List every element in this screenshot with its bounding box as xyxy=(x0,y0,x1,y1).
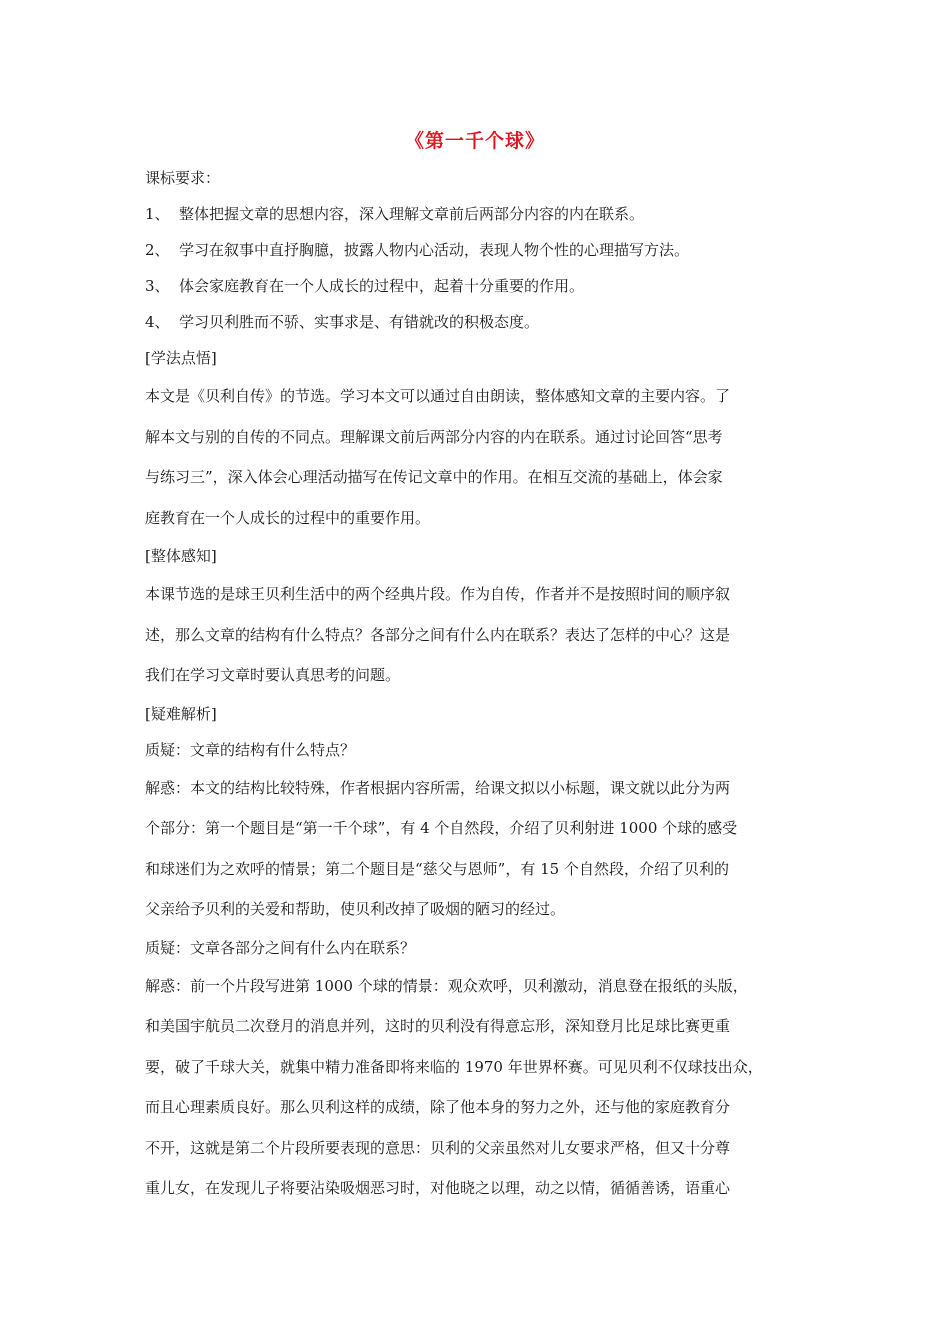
answer-line: 父亲给予贝利的关爱和帮助，使贝利改掉了吸烟的陋习的经过。 xyxy=(145,900,566,918)
answer-line: 要，破了千球大关，就集中精力准备即将来临的 1970 年世界杯赛。可见贝利不仅球技出众， xyxy=(145,1057,763,1076)
question-2: 质疑：文章各部分之间有什么内在联系？ xyxy=(145,938,416,957)
paragraph-line: 解本文与别的自传的不同点。理解课文前后两部分内容的内在联系。通过讨论回答“思考 xyxy=(145,427,723,446)
answer-line: 重儿女，在发现儿子将要沾染吸烟恶习时，对他晓之以理，动之以情，循循善诱，语重心 xyxy=(145,1179,731,1197)
requirement-number: 3、 xyxy=(145,277,170,295)
paragraph-line: 本文是《贝利自传》的节选。学习本文可以通过自由朗读，整体感知文章的主要内容。了 xyxy=(145,387,731,405)
question-1: 质疑：文章的结构有什么特点？ xyxy=(145,740,356,759)
answer-line: 和球迷们为之欢呼的情景；第二个题目是“慈父与恩师”，有 15 个自然段，介绍了贝利的 xyxy=(145,859,729,878)
paragraph-line: 本课节选的是球王贝利生活中的两个经典片段。作为自传，作者并不是按照时间的顺序叙 xyxy=(145,585,731,603)
requirement-item xyxy=(145,268,805,304)
section-heading-study: [学法点悟] xyxy=(145,349,217,367)
paragraph-line: 述，那么文章的结构有什么特点？各部分之间有什么内在联系？表达了怎样的中心？这是 xyxy=(145,625,731,644)
requirement-item xyxy=(145,232,805,268)
answer-line: 个部分：第一个题目是“第一千个球”，有 4 个自然段，介绍了贝利射进 1000 个球的感受 xyxy=(145,819,738,837)
document-title: 《第一千个球》 xyxy=(404,130,545,152)
answer-line: 和美国宇航员二次登月的消息并列，这时的贝利没有得意忘形，深知登月比足球比赛更重 xyxy=(145,1017,731,1035)
section-heading-overall: [整体感知] xyxy=(145,547,217,565)
requirement-number: 4、 xyxy=(145,313,170,331)
paragraph-line: 我们在学习文章时要认真思考的问题。 xyxy=(145,666,401,684)
answer-line: 不开，这就是第二个片段所要表现的意思：贝利的父亲虽然对儿女要求严格，但又十分尊 xyxy=(145,1138,731,1157)
requirements-heading: 课标要求： xyxy=(145,169,221,187)
requirement-item xyxy=(145,196,805,232)
requirement-text: 整体把握文章的思想内容，深入理解文章前后两部分内容的内在联系。 xyxy=(179,205,645,223)
answer-line: 而且心理素质良好。那么贝利这样的成绩，除了他本身的努力之外，还与他的家庭教育分 xyxy=(145,1098,731,1116)
requirement-text: 学习贝利胜而不骄、实事求是、有错就改的积极态度。 xyxy=(179,313,540,331)
document-body xyxy=(145,160,805,1209)
requirement-number: 1、 xyxy=(145,205,170,223)
section-heading-analysis: [疑难解析] xyxy=(145,704,217,723)
answer-line: 解惑：前一个片段写进第 1000 个球的情景：观众欢呼，贝利激动，消息登在报纸的头版， xyxy=(145,976,748,995)
paragraph-line: 与练习三”，深入体会心理活动描写在传记文章中的作用。在相互交流的基础上，体会家 xyxy=(145,468,723,486)
requirement-text: 学习在叙事中直抒胸臆，披露人物内心活动，表现人物个性的心理描写方法。 xyxy=(179,241,690,259)
requirement-text: 体会家庭教育在一个人成长的过程中，起着十分重要的作用。 xyxy=(179,277,585,295)
paragraph-line: 庭教育在一个人成长的过程中的重要作用。 xyxy=(145,508,431,527)
requirement-item xyxy=(145,304,805,340)
requirement-number: 2、 xyxy=(145,241,170,259)
answer-line: 解惑：本文的结构比较特殊，作者根据内容所需，给课文拟以小标题，课文就以此分为两 xyxy=(145,778,731,797)
